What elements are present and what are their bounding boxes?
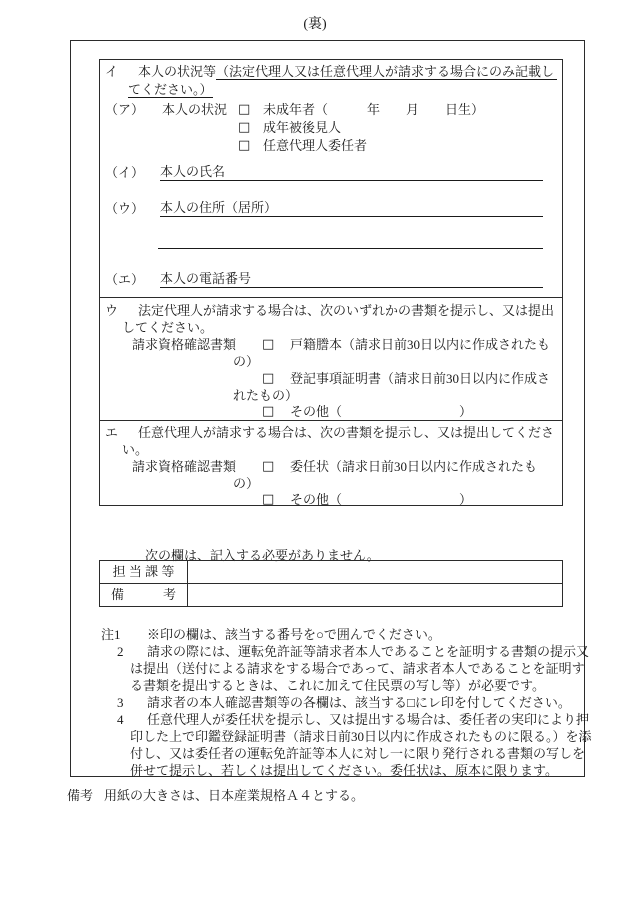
section-u-docs-wrap2: [100, 387, 562, 404]
option-adult-ward-label: 成年被後見人: [263, 120, 342, 135]
item-a-title: 本人の状況: [162, 102, 228, 117]
principal-phone-field: 本人の電話番号: [160, 270, 543, 288]
checkbox-icon: □: [262, 459, 275, 474]
section-i-title: 本人の状況等: [138, 64, 217, 79]
item-a-line: [100, 101, 562, 118]
note-1: [101, 626, 579, 643]
outer-frame: [70, 40, 592, 778]
staff-table: [99, 560, 563, 607]
checkbox-icon: □: [262, 337, 275, 352]
note-4-cont1: [101, 728, 592, 745]
note-3-text: 請求者の本人確認書類等の各欄は、該当する□にレ印を付してください。: [147, 695, 571, 710]
item-u-label: （ウ）: [105, 201, 145, 216]
note-4-text-cont: 印した上で印鑑登録証明書（請求日前30日以内に作成されたものに限る。）を添: [130, 729, 592, 744]
section-i-title-line2: [100, 81, 562, 98]
staff-remarks-label: 備 考: [100, 584, 188, 606]
checkbox-icon: □: [238, 102, 251, 117]
note-2-text-cont: は提出（送付による請求をする場合であって、請求者本人であることを証明す: [130, 661, 585, 676]
note-2-number: 2: [117, 644, 124, 659]
section-i-title-line: [100, 63, 562, 80]
note-2-cont2: [101, 677, 579, 694]
touki-option-label: 登記事項証明書（請求日前30日以内に作成さ: [290, 371, 551, 386]
section-e-docs-line1: [100, 458, 562, 475]
note-2-cont1: [101, 660, 585, 677]
note-4-number: 4: [117, 712, 124, 727]
note-3-number: 3: [117, 695, 124, 710]
page-footer-note: [67, 787, 365, 805]
note-4-cont3: [101, 762, 579, 779]
note-4-text-cont: 付し、又は委任者の運転免許証等本人に対し一に限り発行される書類の写しを: [130, 746, 586, 761]
footer-text: 用紙の大きさは、日本産業規格Ａ４とする。: [104, 788, 365, 803]
koseki-option-wrap: の）: [233, 354, 260, 369]
section-u-line1: [100, 302, 562, 319]
staff-section-label: 担 当 課 等: [100, 561, 188, 583]
section-u-docs-line1: [100, 336, 562, 353]
item-e-label: （エ）: [105, 272, 145, 287]
ininjou-option-label: 委任状（請求日前30日以内に作成されたも: [290, 459, 538, 474]
note-2-text-cont: る書類を提出するときは、これに加えて住民票の写し等）が必要です。: [130, 678, 545, 693]
section-u-text2: してください。: [122, 320, 214, 335]
section-u-other-line: [100, 403, 562, 420]
section-e-text1: 任意代理人が請求する場合は、次の書類を提示し、又は提出してくださ: [138, 425, 555, 440]
item-i-label: （イ）: [105, 165, 145, 180]
note-4: [101, 711, 590, 728]
section-e-docs-wrap1: [100, 475, 562, 492]
section-u-row: [99, 298, 563, 421]
principal-address-line: [100, 200, 562, 217]
principal-address-field: 本人の住所（居所）: [160, 199, 543, 217]
option-minor-label: 未成年者（ 年 月 日生）: [263, 102, 485, 117]
section-e-label: エ: [105, 425, 119, 440]
staff-table-row-section: [100, 561, 562, 583]
item-a-label: （ア）: [105, 102, 145, 117]
option-voluntary-delegator-line: [100, 137, 562, 154]
section-e-line2: [100, 441, 562, 458]
page-side-label: (裏): [303, 17, 327, 32]
note-3: [101, 694, 579, 711]
section-u-label: ウ: [105, 303, 119, 318]
section-i-row: [99, 59, 563, 298]
section-i-title-note2: てください。）: [128, 82, 213, 97]
section-u-docs-line2: [100, 370, 562, 387]
note-4-text-cont: 併せて提示し、若しくは提出してください。委任状は、原本に限ります。: [130, 763, 558, 778]
note-4-text: 任意代理人が委任状を提示し、又は提出する場合は、委任者の実印により押: [147, 712, 590, 727]
docs-label: 請求資格確認書類: [132, 337, 237, 352]
staff-remarks-value: [188, 584, 562, 606]
applicant-status-table: [99, 59, 563, 506]
staff-table-row-remarks: [100, 583, 562, 606]
docs-label: 請求資格確認書類: [132, 459, 237, 474]
note-1-number: 注1: [101, 627, 121, 642]
section-e-line1: [100, 424, 562, 441]
section-u-docs-wrap1: [100, 353, 562, 370]
principal-name-field: 本人の氏名: [160, 163, 543, 181]
staff-intro-text: 次の欄は、記入する必要がありません。: [145, 548, 380, 563]
section-e-other-line: [100, 491, 562, 508]
section-u-line2: [100, 319, 562, 336]
principal-name-line: [100, 164, 562, 181]
note-4-cont2: [101, 745, 586, 762]
koseki-option-label: 戸籍謄本（請求日前30日以内に作成されたも: [290, 337, 551, 352]
checkbox-icon: □: [262, 492, 275, 507]
principal-address-field2: [158, 231, 543, 249]
principal-address-line2: [100, 232, 562, 249]
staff-section-value: [188, 561, 562, 583]
section-e-row: [99, 421, 563, 506]
checkbox-icon: □: [238, 138, 251, 153]
section-e-text2: い。: [122, 442, 149, 457]
section-i-title-note: （法定代理人又は任意代理人が請求する場合にのみ記載し: [216, 63, 557, 80]
checkbox-icon: □: [262, 371, 275, 386]
checkbox-icon: □: [262, 404, 275, 419]
section-i-label: イ: [105, 64, 119, 79]
touki-option-wrap: れたもの）: [233, 388, 299, 403]
note-2-text: 請求の際には、運転免許証等請求者本人であることを証明する書類の提示又: [147, 644, 590, 659]
option-adult-ward-line: [100, 119, 562, 136]
principal-phone-line: [100, 271, 562, 288]
note-1-text: ※印の欄は、該当する番号を○で囲んでください。: [147, 627, 441, 642]
note-2: [101, 643, 590, 660]
ininjou-option-wrap: の）: [233, 476, 260, 491]
checkbox-icon: □: [238, 120, 251, 135]
option-voluntary-delegator-label: 任意代理人委任者: [263, 138, 368, 153]
other-option-label: その他（ ）: [290, 492, 473, 507]
section-u-text1: 法定代理人が請求する場合は、次のいずれかの書類を提示し、又は提出: [138, 303, 555, 318]
other-option-label: その他（ ）: [290, 404, 473, 419]
footer-label: 備考: [67, 788, 94, 803]
